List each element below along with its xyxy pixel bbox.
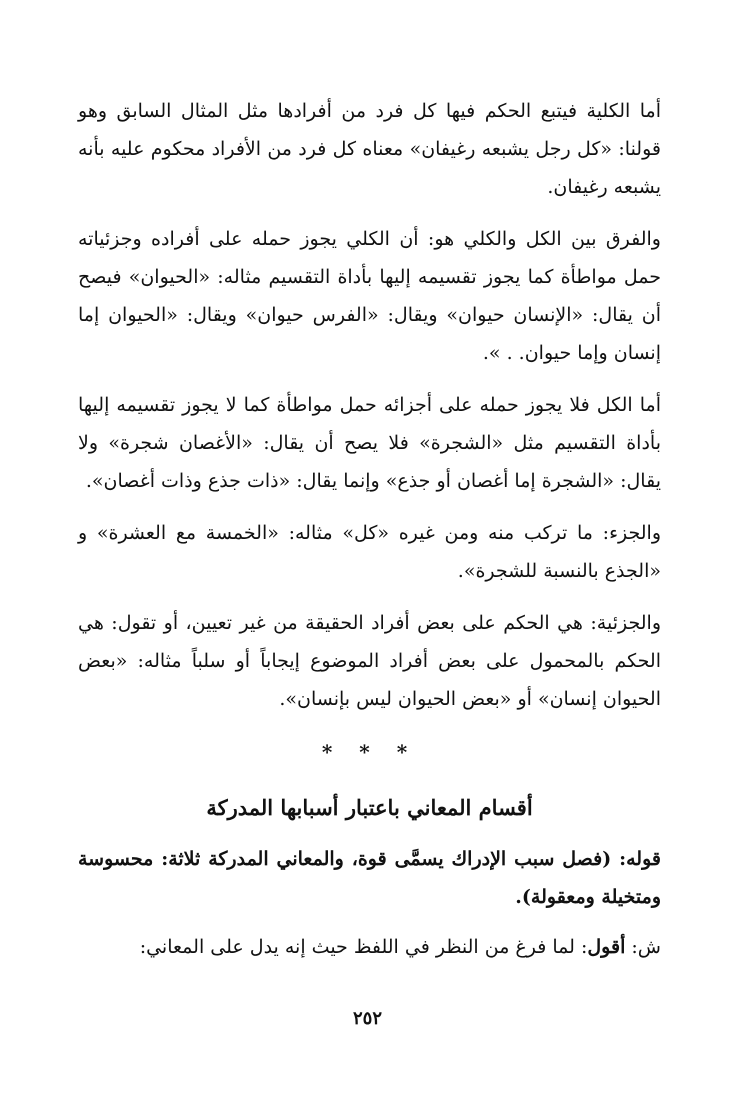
final-label: أقول bbox=[587, 936, 626, 958]
quoted-text: قوله: (فصل سبب الإدراك يسمَّى قوة، والمعاني المدركة ثلاثة: محسوسة ومتخيلة ومعقولة). bbox=[78, 848, 661, 908]
paragraph-1: أما الكلية فيتبع الحكم فيها كل فرد من أفرادها مثل المثال السابق وهو قولنا: «كل رجل يشبعه رغيفان» معناه كل فرد من الأفراد محكوم عليه بأنه يشبعه رغيفان. bbox=[78, 100, 661, 198]
page-number: ٢٥٢ bbox=[352, 1008, 382, 1029]
final-text: : لما فرغ من النظر في اللفظ حيث إنه يدل على المعاني: bbox=[139, 936, 588, 958]
final-paragraph bbox=[78, 928, 661, 966]
paragraph-2: والفرق بين الكل والكلي هو: أن الكلي يجوز حمله على أفراده وجزئياته حمل مواطأة كما يجوز تقسيمه إليها بأداة التقسيم مثاله: «الحيوان» فيصح أن يقال: «الإنسان حيوان» ويقال: «الفرس حيوان» ويقال: «الحيوان إما إنسان وإما حيوان. . ». bbox=[78, 228, 661, 364]
paragraph-4: والجزء: ما تركب منه ومن غيره «كل» مثاله: «الخمسة مع العشرة» و «الجذع بالنسبة للشجرة». bbox=[78, 522, 661, 582]
final-prefix: ش: bbox=[625, 936, 661, 958]
section-separator: * * * bbox=[321, 740, 418, 764]
paragraph-5: والجزئية: هي الحكم على بعض أفراد الحقيقة من غير تعيين، أو تقول: هي الحكم بالمحمول على بعض أفراد الموضوع إيجاباً أو سلباً مثاله: «بعض الحيوان إنسان» أو «بعض الحيوان ليس بإنسان». bbox=[78, 612, 661, 710]
paragraph-3: أما الكل فلا يجوز حمله على أجزائه حمل مواطأة كما لا يجوز تقسيمه إليها بأداة التقسيم مثل «الشجرة» فلا يصح أن يقال: «الأغصان شجرة» ولا يقال: «الشجرة إما أغصان أو جذع» وإنما يقال: «ذات جذع وذات أغصان». bbox=[78, 394, 661, 492]
section-heading: أقسام المعاني باعتبار أسبابها المدركة bbox=[206, 795, 533, 820]
page-content bbox=[78, 92, 661, 980]
